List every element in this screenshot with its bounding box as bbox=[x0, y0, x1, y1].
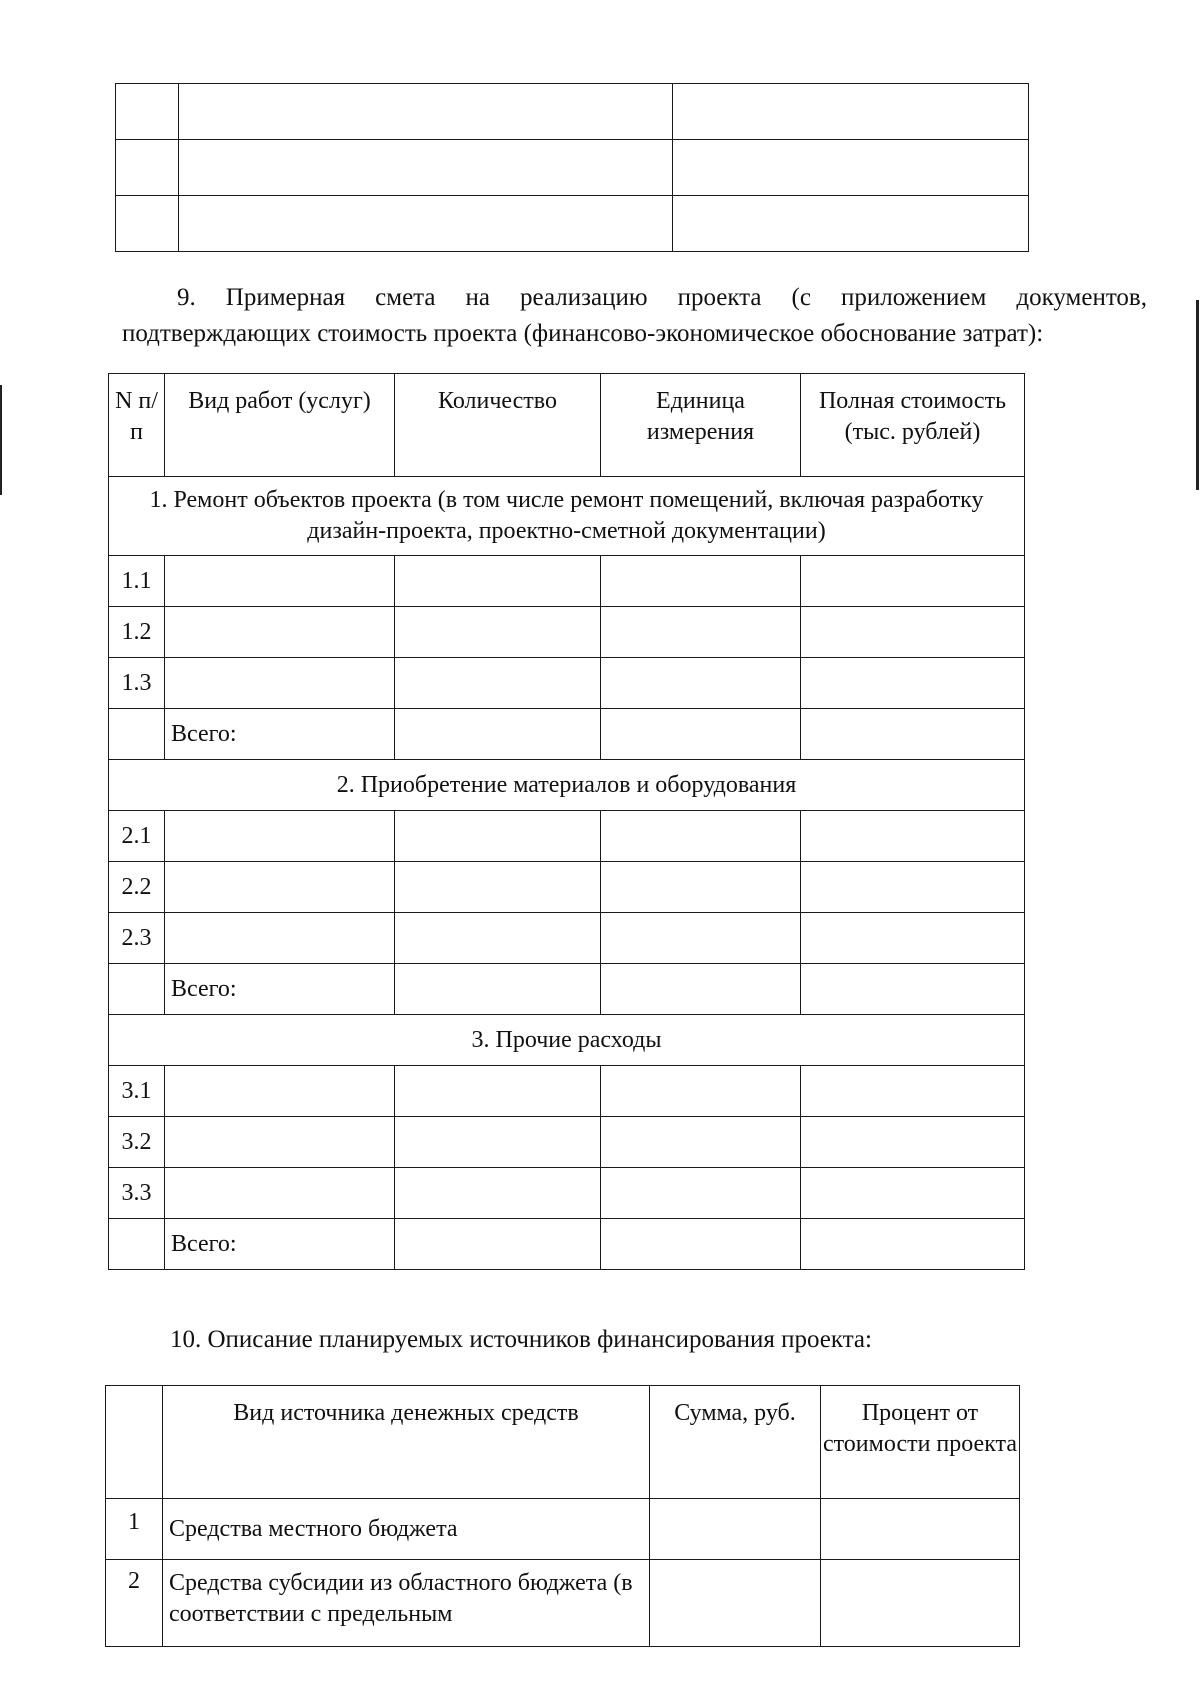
total-row bbox=[109, 709, 1025, 760]
row-number: 1.2 bbox=[109, 607, 165, 658]
section-1-title: 1. Ремонт объектов проекта (в том числе ремонт помещений, включая разработку дизайн-проекта, проектно-сметной документации) bbox=[109, 477, 1025, 556]
section-9-line1: 9. Примерная смета на реализацию проекта (с приложением документов, bbox=[177, 284, 1147, 311]
header-percent: Процент от стоимости проекта bbox=[821, 1386, 1020, 1499]
row-number: 2.2 bbox=[109, 862, 165, 913]
table-row bbox=[109, 1117, 1025, 1168]
header-full-cost: Полная стоимость (тыс. рублей) bbox=[801, 374, 1025, 477]
funding-header-row bbox=[106, 1386, 1020, 1499]
row-number: 3.1 bbox=[109, 1066, 165, 1117]
funding-source-label: Средства местного бюджета bbox=[163, 1499, 650, 1560]
row-number: 1.3 bbox=[109, 658, 165, 709]
table-row bbox=[109, 862, 1025, 913]
total-row bbox=[109, 964, 1025, 1015]
continuation-table bbox=[115, 83, 1029, 252]
header-sum: Сумма, руб. bbox=[650, 1386, 821, 1499]
section-3-title: 3. Прочие расходы bbox=[109, 1015, 1025, 1066]
funding-source-label: Средства субсидии из областного бюджета (в соответствии с предельным bbox=[163, 1560, 650, 1647]
section-title-row bbox=[109, 477, 1025, 556]
table-row bbox=[109, 658, 1025, 709]
header-quantity: Количество bbox=[395, 374, 601, 477]
table-row bbox=[109, 913, 1025, 964]
table-row bbox=[109, 1066, 1025, 1117]
section-9-line2: подтверждающих стоимость проекта (финансово-экономическое обоснование затрат): bbox=[122, 320, 1044, 347]
table-row bbox=[106, 1560, 1020, 1647]
estimate-table bbox=[108, 373, 1025, 1270]
scan-edge-mark-top bbox=[1196, 300, 1199, 490]
row-number: 1.1 bbox=[109, 556, 165, 607]
section-9-heading bbox=[122, 280, 1147, 352]
row-number: 2 bbox=[106, 1560, 163, 1647]
total-label: Всего: bbox=[165, 1219, 395, 1270]
header-funding-source: Вид источника денежных средств bbox=[163, 1386, 650, 1499]
section-title-row bbox=[109, 1015, 1025, 1066]
row-number: 3.2 bbox=[109, 1117, 165, 1168]
section-2-title: 2. Приобретение материалов и оборудования bbox=[109, 760, 1025, 811]
funding-sources-table bbox=[105, 1385, 1020, 1647]
table-row bbox=[106, 1499, 1020, 1560]
table-row bbox=[109, 556, 1025, 607]
estimate-header-row bbox=[109, 374, 1025, 477]
row-number: 2.3 bbox=[109, 913, 165, 964]
total-label: Всего: bbox=[165, 964, 395, 1015]
header-num: N п/п bbox=[109, 374, 165, 477]
header-unit: Единица измерения bbox=[601, 374, 801, 477]
row-number: 3.3 bbox=[109, 1168, 165, 1219]
table-row bbox=[109, 607, 1025, 658]
table-row bbox=[116, 196, 1029, 252]
section-10-heading: 10. Описание планируемых источников финансирования проекта: bbox=[170, 1326, 872, 1353]
row-number: 1 bbox=[106, 1499, 163, 1560]
scan-edge-mark-left bbox=[0, 385, 2, 495]
total-label: Всего: bbox=[165, 709, 395, 760]
table-row bbox=[109, 1168, 1025, 1219]
header-work-type: Вид работ (услуг) bbox=[165, 374, 395, 477]
total-row bbox=[109, 1219, 1025, 1270]
table-row bbox=[109, 811, 1025, 862]
table-row bbox=[116, 140, 1029, 196]
row-number: 2.1 bbox=[109, 811, 165, 862]
table-row bbox=[116, 84, 1029, 140]
section-title-row bbox=[109, 760, 1025, 811]
